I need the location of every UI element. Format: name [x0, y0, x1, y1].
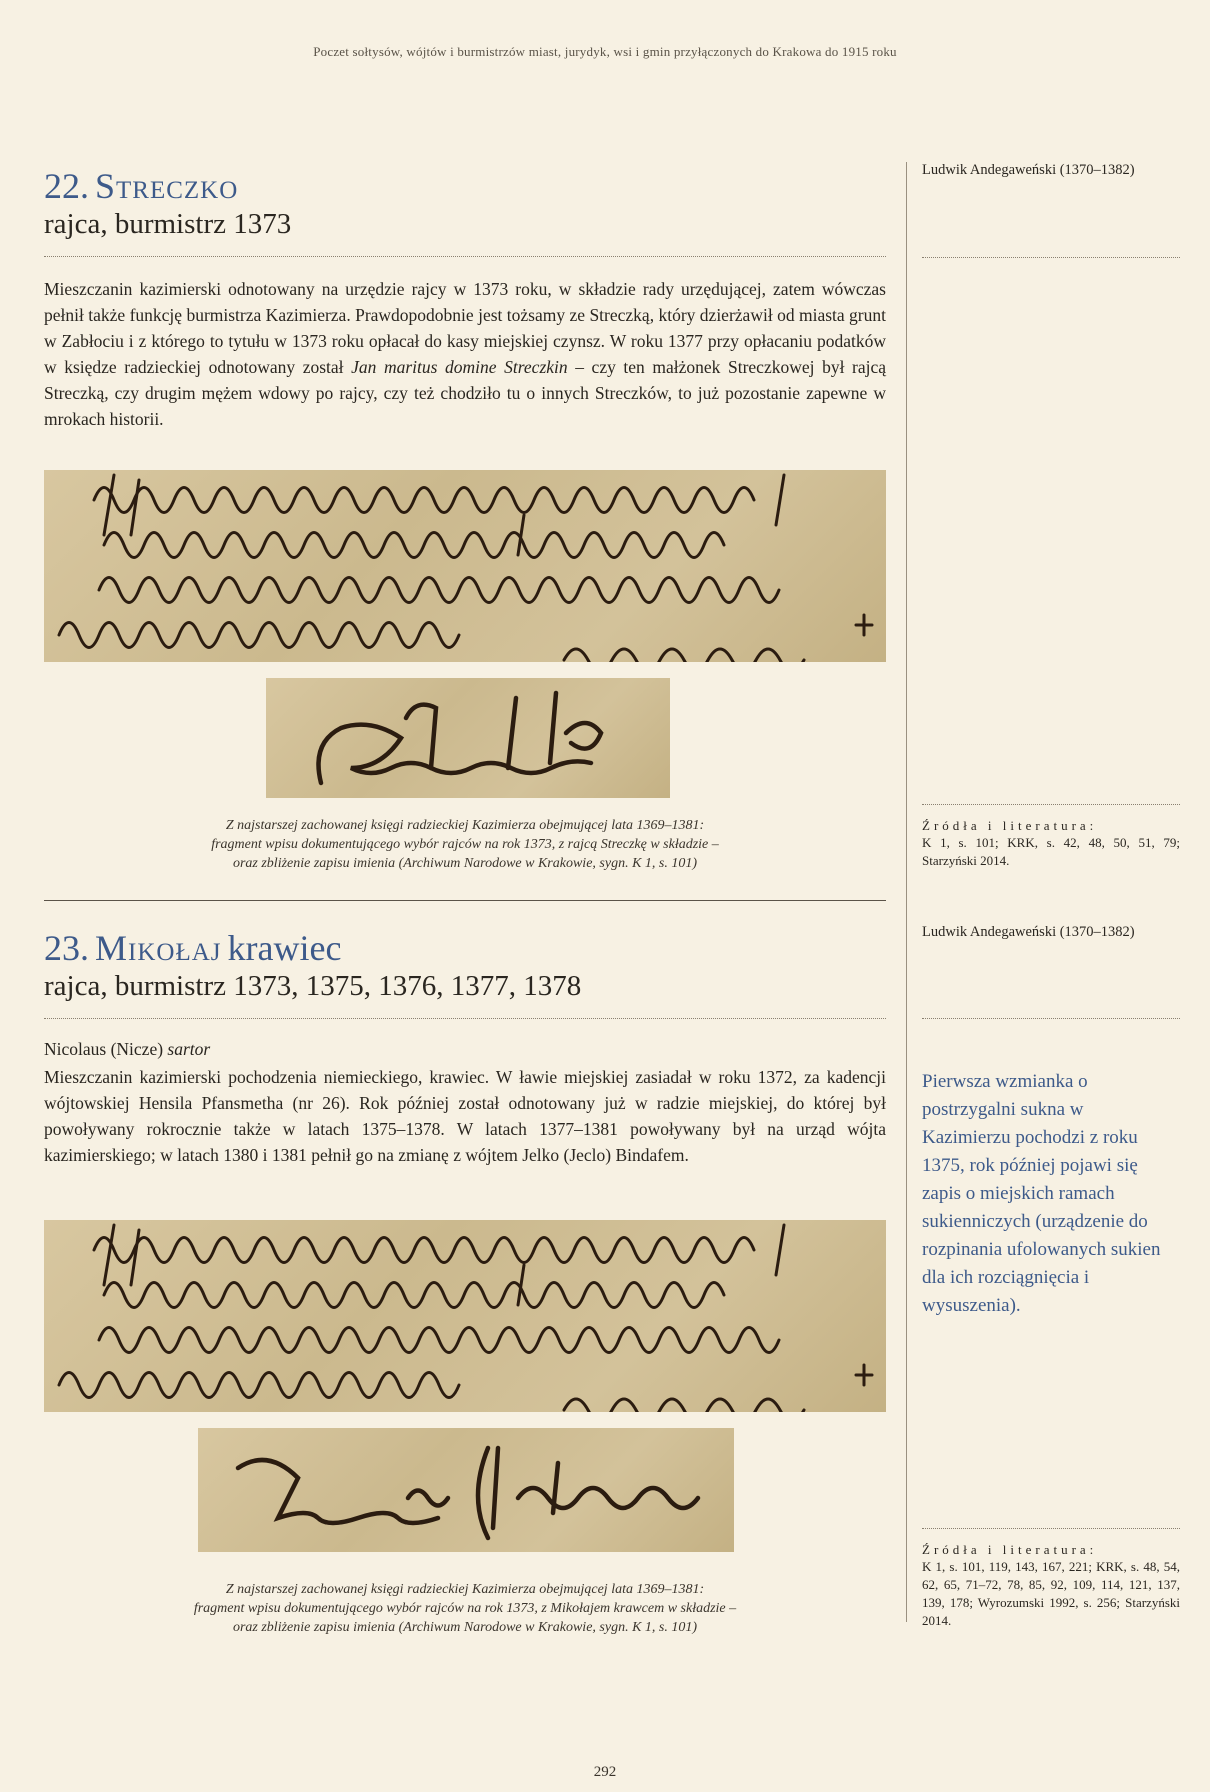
entry-separator: [44, 900, 886, 901]
entry-23-paragraph: Mieszczanin kazimierski pochodzenia niemieckiego, krawiec. W ławie miejskiej zasiadał w roku 1372, za kadencji wójtowskiej Hensila Pfansmetha (nr 26). Rok później został odnotowany już w radzie miejskiej, do której był powoływany rokrocznie także w latach 1375–1378. W latach 1377–1381 powoływany był na urząd wójta kazimierskiego; w latach 1380 i 1381 pełnił go na zmianę z wójtem Jelko (Jeclo) Bindafem.: [44, 1067, 886, 1165]
name-closeup-image: [266, 678, 670, 798]
sources-list: K 1, s. 101; KRK, s. 42, 48, 50, 51, 79; Starzyński 2014.: [922, 835, 1180, 868]
column-divider: [906, 162, 907, 1622]
sources-heading: Źródła i literatura:: [922, 1542, 1098, 1557]
entry-23-name: Mikołaj: [95, 928, 222, 968]
entry-23-caption-line: fragment wpisu dokumentującego wybór rajców na rok 1373, z Mikołajem krawcem w składzie –: [193, 1601, 737, 1616]
entry-22-side-rule: [922, 257, 1180, 258]
entry-22-caption-line: oraz zbliżenie zapisu imienia (Archiwum Narodowe w Krakowie, sygn. K 1, s. 101): [232, 856, 698, 871]
entry-23-header: [44, 930, 886, 1003]
entry-23-number: 23.: [44, 928, 89, 968]
entry-22-sources-rule: [922, 804, 1180, 805]
entry-22-text-2: – czy ten małżonek Streczkowej był rajcą Streczką, czy drugim mężem wdowy po rajcy, czy też chodziło tu o innych Streczków, to już pozostanie zapewne w mrokach historii.: [44, 357, 887, 429]
entry-23-rule: [44, 1018, 886, 1019]
entry-23-ruler: Ludwik Andegaweński (1370–1382): [922, 924, 1135, 940]
entry-22-rule: [44, 256, 886, 257]
sources-list: K 1, s. 101, 119, 143, 167, 221; KRK, s. 48, 54, 62, 65, 71–72, 78, 85, 92, 109, 114, 121, 137, 139, 178; Wyrozumski 1992, s. 256; Starzyński 2014.: [922, 1559, 1180, 1628]
latin-name: Nicolaus (Nicze): [44, 1039, 164, 1059]
entry-22-sources: [922, 818, 1180, 870]
side-note: Pierwsza wzmianka o postrzygalni sukna w Kazimierzu pochodzi z roku 1375, rok później pojawi się zapis o miejskich ramach sukienniczych (urządzenie do rozpinania ufolowanych sukien dla ich rozciągnięcia i wysuszenia).: [922, 1071, 1161, 1316]
entry-23-sources-rule: [922, 1528, 1180, 1529]
entry-22-caption-line: Z najstarszej zachowanej księgi radzieckiej Kazimierza obejmującej lata 1369–1381:: [225, 818, 705, 833]
entry-23-side-rule: [922, 1018, 1180, 1019]
entry-22-subtitle: rajca, burmistrz 1373: [44, 208, 292, 240]
entry-23-latin-name: [44, 1036, 886, 1062]
entry-22-ruler: Ludwik Andegaweński (1370–1382): [922, 162, 1135, 178]
entry-22-name: Streczko: [95, 166, 239, 206]
entry-22-text-1: Mieszczanin kazimierski odnotowany na urzędzie rajcy w 1373 roku, w składzie rady urzędującej, zatem wówczas pełnił także funkcję burmistrza Kazimierza. Prawdopodobnie jest tożsamy ze Streczką, który dzierżawił od miasta grunt w Zabłociu i z którego to tytułu w 1373 roku opłacał do kasy miejskiej czynsz. W roku 1377 przy opłacaniu podatków w księdze radzieckiej odnotowany został: [44, 279, 886, 377]
entry-22-header: [44, 168, 886, 241]
manuscript-fragment-image: [44, 1220, 886, 1412]
entry-22-number: 22.: [44, 166, 89, 206]
entry-23-caption-line: Z najstarszej zachowanej księgi radzieckiej Kazimierza obejmującej lata 1369–1381:: [225, 1582, 705, 1597]
sources-heading: Źródła i literatura:: [922, 818, 1098, 833]
entry-23-subtitle: rajca, burmistrz 1373, 1375, 1376, 1377, 1378: [44, 970, 582, 1002]
name-closeup-image: [198, 1428, 734, 1552]
entry-23-sources: [922, 1542, 1180, 1630]
entry-22-caption: [44, 816, 886, 873]
entry-22-paragraph: [44, 276, 886, 432]
manuscript-fragment-image: [44, 470, 886, 662]
entry-22-title: [44, 168, 886, 204]
running-head: Poczet sołtysów, wójtów i burmistrzów miast, jurydyk, wsi i gmin przyłączonych do Krakowa do 1915 roku: [313, 44, 897, 59]
entry-23-caption-line: oraz zbliżenie zapisu imienia (Archiwum Narodowe w Krakowie, sygn. K 1, s. 101): [232, 1620, 698, 1635]
entry-23-caption: [44, 1580, 886, 1637]
entry-22-latin-phrase: Jan maritus domine Streczkin: [351, 357, 568, 377]
latin-name-italic: sartor: [167, 1039, 211, 1059]
entry-23-title: [44, 930, 886, 966]
page-number: 292: [593, 1764, 617, 1780]
entry-22-caption-line: fragment wpisu dokumentującego wybór rajców na rok 1373, z rajcą Streczkę w składzie –: [211, 837, 719, 852]
entry-23-name-rest: krawiec: [227, 928, 342, 968]
